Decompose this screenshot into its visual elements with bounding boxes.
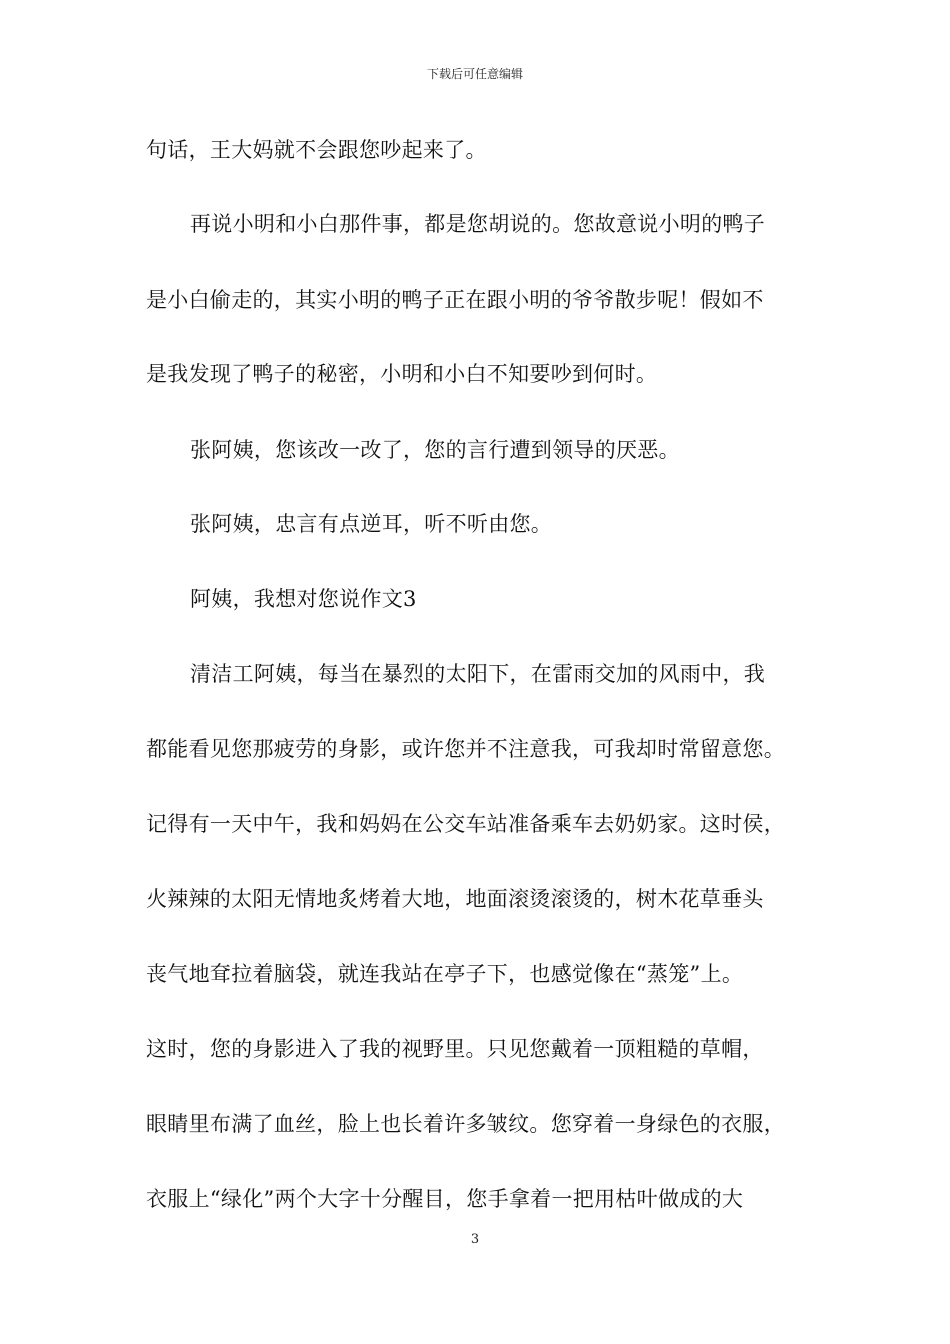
text-line: 衣服上“绿化”两个大字十分醒目，您手拿着一把用枯叶做成的大 bbox=[146, 1187, 744, 1211]
page-header: 下载后可任意编辑 bbox=[426, 67, 523, 81]
text-line: 火辣辣的太阳无情地炙烤着大地，地面滚烫滚烫的，树木花草垂头 bbox=[146, 887, 764, 911]
paragraph-first-line: 再说小明和小白那件事，都是您胡说的。您故意说小明的鸭子 bbox=[190, 212, 766, 236]
paragraph-first-line: 张阿姨，忠言有点逆耳，听不听由您。 bbox=[190, 512, 553, 536]
text-line: 眼睛里布满了血丝，脸上也长着许多皱纹。您穿着一身绿色的衣服， bbox=[146, 1112, 785, 1136]
section-title: 阿姨，我想对您说作文3 bbox=[190, 587, 417, 611]
text-line: 是小白偷走的，其实小明的鸭子正在跟小明的爷爷散步呢！假如不 bbox=[146, 288, 764, 312]
paragraph-first-line: 清洁工阿姨，每当在暴烈的太阳下，在雷雨交加的风雨中，我 bbox=[190, 662, 766, 686]
text-line: 是我发现了鸭子的秘密，小明和小白不知要吵到何时。 bbox=[146, 362, 658, 386]
text-line: 句话，王大妈就不会跟您吵起来了。 bbox=[146, 138, 487, 162]
text-line: 丧气地耷拉着脑袋，就连我站在亭子下，也感觉像在“蒸笼”上。 bbox=[146, 962, 744, 986]
paragraph-first-line: 张阿姨，您该改一改了，您的言行遭到领导的厌恶。 bbox=[190, 438, 680, 462]
text-line: 记得有一天中午，我和妈妈在公交车站准备乘车去奶奶家。这时侯， bbox=[146, 812, 785, 836]
text-line: 这时，您的身影进入了我的视野里。只见您戴着一顶粗糙的草帽， bbox=[146, 1037, 764, 1061]
page-number: 3 bbox=[470, 1232, 480, 1247]
text-line: 都能看见您那疲劳的身影，或许您并不注意我，可我却时常留意您。 bbox=[146, 737, 785, 761]
